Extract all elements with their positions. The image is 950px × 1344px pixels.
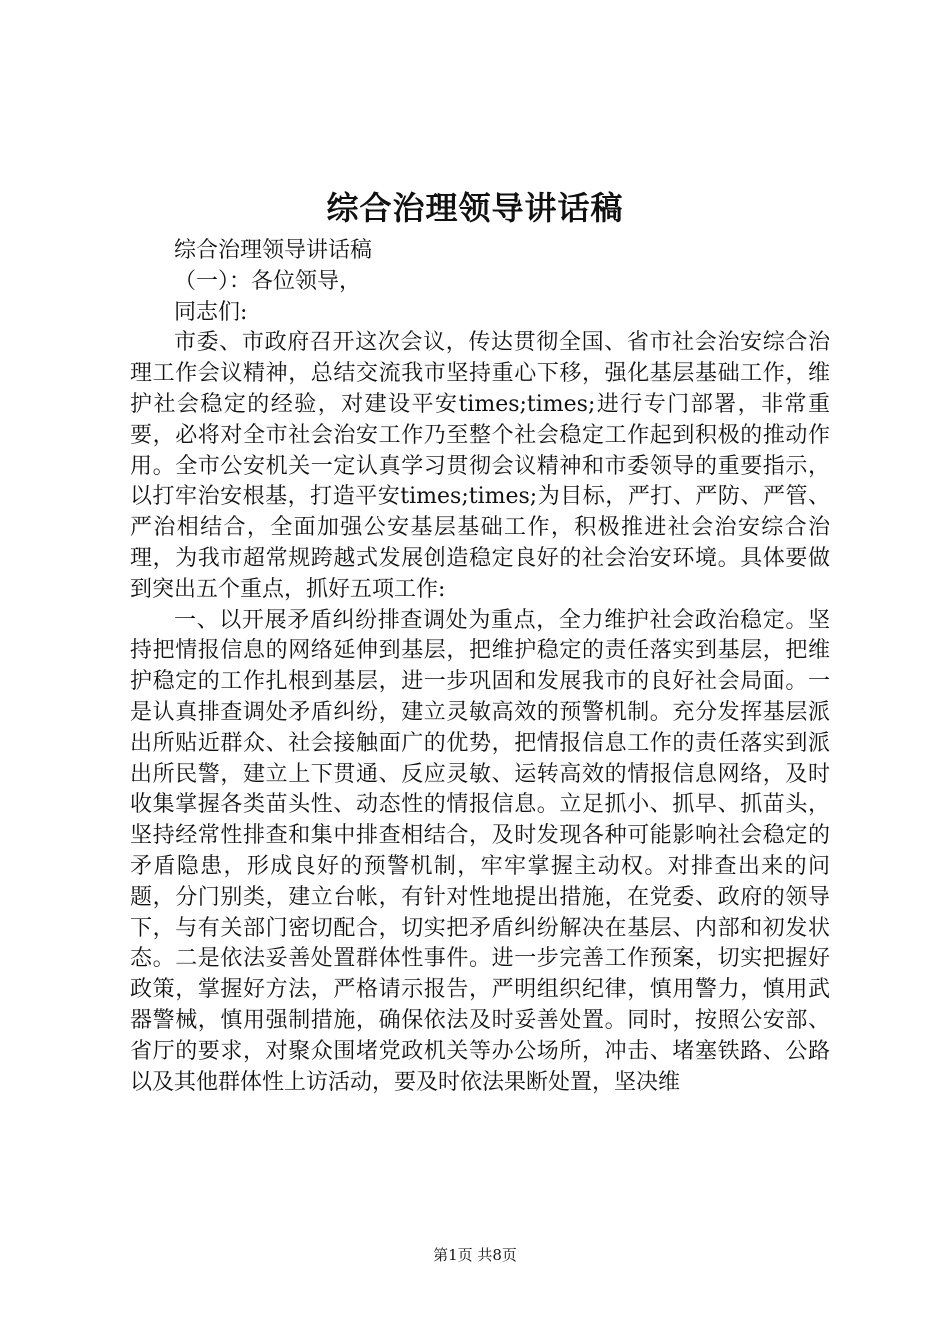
document-body <box>130 236 830 1098</box>
paragraph-salutation: （一）：各位领导， <box>174 268 362 294</box>
paragraph-section-one: 一、以开展矛盾纠纷排查调处为重点，全力维护社会政治稳定。坚持把情报信息的网络延伸到基层，把维护稳定的责任落实到基层，把维护稳定的工作扎根到基层，进一步巩固和发展我市的良好社会局面。一是认真排查调处矛盾纠纷，建立灵敏高效的预警机制。充分发挥基层派出所贴近群众、社会接触面广的优势，把情报信息工作的责任落实到派出所民警，建立上下贯通、反应灵敏、运转高效的情报信息网络，及时收集掌握各类苗头性、动态性的情报信息。立足抓小、抓早、抓苗头，坚持经常性排查和集中排查相结合，及时发现各种可能影响社会稳定的矛盾隐患，形成良好的预警机制，牢牢掌握主动权。对排查出来的问题，分门别类，建立台帐，有针对性地提出措施，在党委、政府的领导下，与有关部门密切配合，切实把矛盾纠纷解决在基层、内部和初发状态。二是依法妥善处置群体性事件。进一步完善工作预案，切实把握好政策，掌握好方法，严格请示报告，严明组织纪律，慎用警力，慎用武器警械，慎用强制措施，确保依法及时妥善处置。同时，按照公安部、省厅的要求，对聚众围堵党政机关等办公场所，冲击、堵塞铁路、公路以及其他群体性上访活动，要及时依法果断处置，坚决维 <box>130 607 830 1095</box>
paragraph-greeting: 同志们: <box>174 299 248 325</box>
paragraph-subtitle: 综合治理领导讲话稿 <box>174 238 373 263</box>
paragraph-intro: 市委、市政府召开这次会议，传达贯彻全国、省市社会治安综合治理工作会议精神，总结交流我市坚持重心下移，强化基层基础工作，维护社会稳定的经验，对建设平安times;times;进行专门部署，非常重要，必将对全市社会治安工作乃至整个社会稳定工作起到积极的推动作用。全市公安机关一定认真学习贯彻会议精神和市委领导的重要指示，以打牢治安根基，打造平安times;times;为目标，严打、严防、严管、严治相结合，全面加强公安基层基础工作，积极推进社会治安综合治理，为我市超常规跨越式发展创造稳定良好的社会治安环境。具体要做到突出五个重点，抓好五项工作: <box>130 330 830 602</box>
page-footer: 第1页 共8页 <box>433 1246 517 1264</box>
document-title: 综合治理领导讲话稿 <box>326 189 624 227</box>
